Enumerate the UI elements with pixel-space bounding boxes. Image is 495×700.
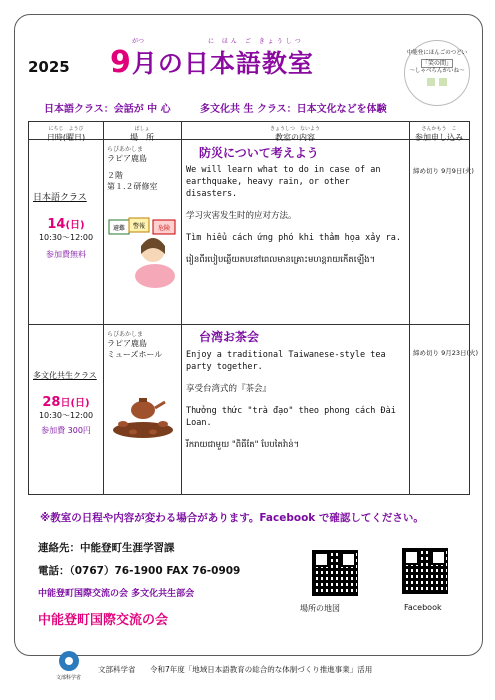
facebook-qr-code[interactable] [402, 548, 448, 594]
culture-class-desc: 多文化共 生 クラス：日本文化などを体験 [200, 104, 387, 115]
session1-place-floor: ２階 [107, 171, 123, 180]
sign-alert-label: 警報 [132, 223, 146, 230]
logo-cup-icon [439, 78, 447, 86]
session1-deadline: 締め切り 9月9日(火) [413, 167, 474, 175]
col-divider [409, 122, 410, 494]
contact-org-main: 中能登町国際交流の会 [38, 613, 169, 628]
mext-logo-icon [58, 650, 80, 672]
contact-org-subcommittee: 中能登町国際交流の会 多文化共生部会 [38, 589, 195, 599]
session2-class-name: 多文化共生クラス [33, 371, 97, 380]
row-divider [29, 324, 469, 325]
session2-khmer: រីករាយជាមួយ "ពិធីតែ" បែបតៃវ៉ាន់។ [186, 440, 300, 450]
session2-fee: 参加費 300円 [41, 426, 91, 435]
session1-chinese: 学习灾害发生时的应对方法。 [186, 211, 297, 221]
tea-set-illustration [109, 380, 177, 442]
col-divider [103, 122, 104, 494]
session2-place-hall: ミューズホール [107, 350, 163, 359]
title-text: 月の日本語教室 [131, 49, 314, 78]
contact-label: 連絡先：中能登町生涯学習課 [38, 542, 175, 554]
footer-project-text: 令和7年度「地域日本語教育の総合的な体制づくり推進事業」活用 [150, 665, 373, 674]
map-qr-label: 場所の地図 [300, 604, 340, 613]
japanese-class-desc: 日本語クラス：会話が 中 心 [44, 104, 171, 115]
session2-date: 28日(日) [42, 395, 90, 410]
logo-square-icon [427, 78, 435, 86]
session1-place-room: 第１.２研修室 [107, 182, 158, 191]
session1-khmer: រៀនពីរបៀបឆ្លើយតបនៅពេលមានគ្រោះមហន្តរាយកើតឡើង។ [186, 255, 376, 265]
col-divider [181, 122, 182, 494]
session1-class-name: 日本語クラス [33, 193, 87, 203]
session1-description [186, 164, 404, 266]
schedule-table [28, 121, 479, 495]
session2-topic: 台湾お茶会 [199, 330, 260, 344]
header-date: にちじ ようび 日時(曜日) [46, 126, 86, 142]
sign-evacuate-label: 避難 [112, 225, 126, 232]
page-title [110, 44, 314, 80]
contact-block [38, 540, 240, 628]
session1-place-cell: らぴあかしま ラピア鹿島 ２階 第１.２研修室 [107, 144, 179, 192]
session1-vietnamese: Tìm hiểu cách ứng phó khi thảm họa xảy ra. [186, 233, 401, 243]
contact-phone: 電話：（0767）76-1900 FAX 76-0909 [38, 565, 241, 577]
header-apply: さんかもう こ 参加申し込み [415, 126, 463, 142]
footer-ministry: 文部科学省 [98, 665, 136, 674]
year-label: 2025 [28, 58, 70, 76]
session1-topic: 防災について考えよう [199, 146, 319, 160]
nihongo-tsudoi-logo [404, 40, 470, 106]
schedule-change-notice: ※教室の日程や内容が変わる場合があります。Facebook で確認してください。 [40, 512, 424, 524]
session1-time: 10:30～12:00 [38, 233, 94, 242]
session1-fee: 参加費無料 [46, 250, 86, 259]
session2-date-cell [33, 370, 99, 436]
header-place: ばしょ 場 所 [130, 126, 154, 142]
session2-english: Enjoy a traditional Taiwanese-style tea party together. [186, 350, 386, 372]
session2-chinese: 享受台湾式的『茶会』 [186, 384, 272, 394]
month-number: 9 [110, 45, 132, 80]
session1-english: We will learn what to do in case of an earthquake, heavy rain, or other disasters. [186, 165, 381, 199]
session2-time: 10:30～12:00 [38, 411, 94, 420]
disaster-illustration [107, 216, 179, 288]
facebook-qr-label: Facebook [404, 603, 442, 612]
sign-danger-label: 危険 [157, 225, 171, 232]
session2-place-name: ラピア鹿島 [107, 339, 147, 348]
session1-place-name: ラピア鹿島 [107, 154, 147, 163]
map-qr-code[interactable] [312, 550, 358, 596]
logo-name: 「笑の間」 [422, 60, 453, 67]
logo-line1: 中能登にほんごのつどい [406, 50, 468, 56]
session2-vietnamese: Thưởng thức "trà đạo" theo phong cách Đài Loan. [186, 406, 396, 428]
month-ruby: がつ [132, 38, 145, 45]
logo-line2: ～しゃべらんかいね～ [409, 68, 465, 74]
session2-place-cell: らぴあかしま ラピア鹿島 ミューズホール [107, 329, 179, 360]
session2-description [186, 349, 404, 451]
session1-date-cell [33, 190, 99, 260]
session1-date: 14(日) [47, 217, 85, 232]
mext-logo-caption: 文部科学省 [56, 675, 82, 681]
header-content: きょうしつ ないよう 教室の内容 [269, 126, 320, 142]
title-ruby: に ほん ご きょうしつ [208, 38, 304, 45]
session2-deadline: 締め切り 9月23日(火) [413, 349, 479, 357]
